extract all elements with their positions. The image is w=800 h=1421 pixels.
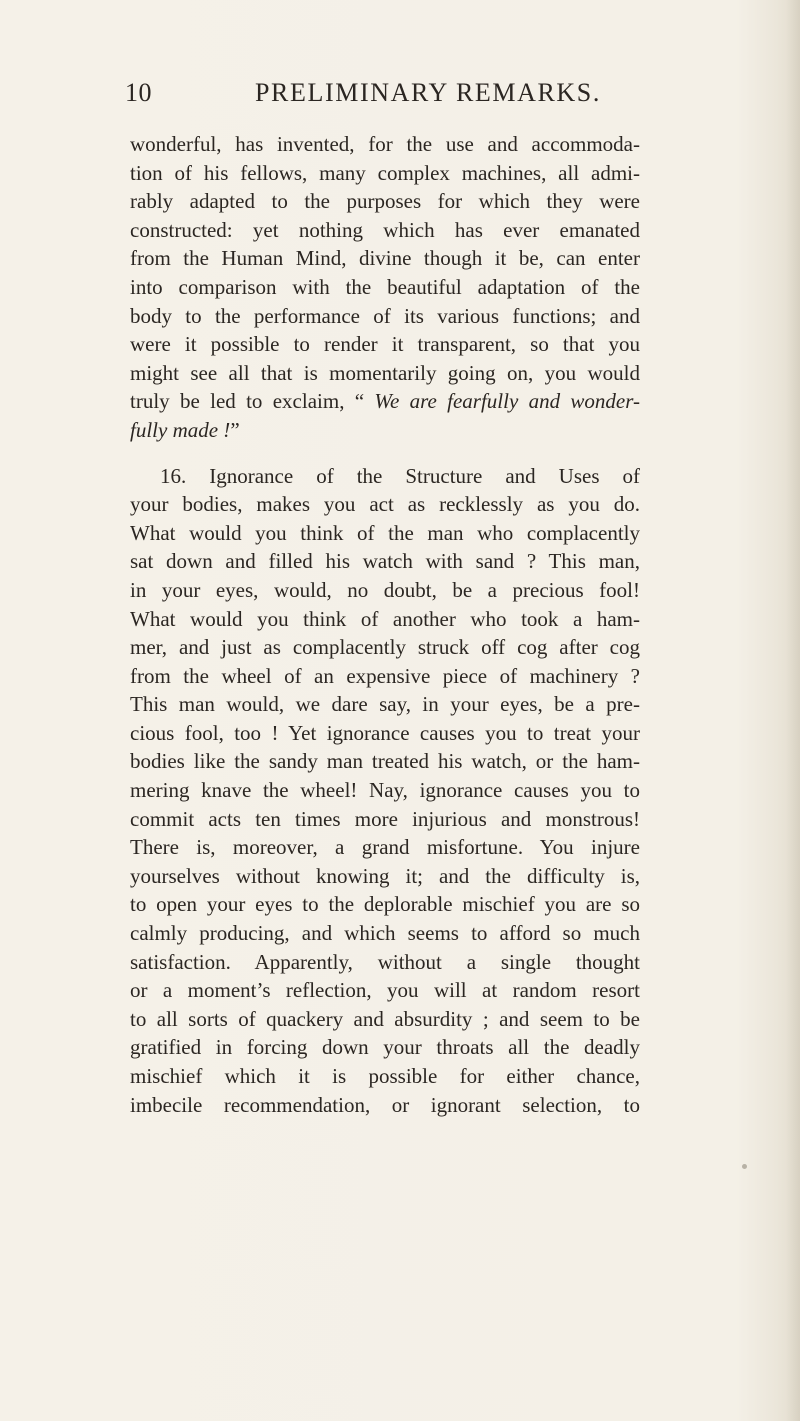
body-text	[130, 130, 640, 1119]
text-line: mer, and just as complacently struck off cog after cog	[130, 635, 640, 660]
page-number: 10	[125, 78, 152, 107]
text-line: from the wheel of an expensive piece of machinery ?	[130, 663, 640, 688]
quote-italic-part-1: We are fearfully and wonder-	[374, 389, 640, 414]
text-line: body to the performance of its various functions; and	[130, 303, 640, 328]
quote-suffix: ”	[230, 417, 240, 442]
text-line: mischief which it is possible for either chance,	[130, 1064, 640, 1088]
text-line: What would you think of the man who complacently	[130, 520, 640, 545]
text-line: tion of his fellows, many complex machines, all admi-	[130, 160, 640, 185]
text-line: There is, moreover, a grand misfortune. You injure	[130, 835, 640, 860]
paper-speck	[742, 1164, 747, 1169]
text-line: to open your eyes to the deplorable mischief you are so	[130, 892, 640, 917]
text-line: This man would, we dare say, in your eyes, be a pre-	[130, 692, 640, 717]
text-line: sat down and filled his watch with sand ? This man,	[130, 549, 640, 574]
page-edge-shadow	[786, 0, 800, 1421]
paragraph-16	[130, 462, 640, 1120]
text-line: from the Human Mind, divine though it be, can enter	[130, 246, 640, 271]
quote-italic-part-2: fully made !	[130, 417, 231, 442]
text-line: calmly producing, and which seems to afford so much	[130, 921, 640, 946]
text-line: your bodies, makes you act as recklessly as you do.	[130, 492, 640, 517]
text-line: gratified in forcing down your throats all the deadly	[130, 1035, 640, 1060]
text-line: to all sorts of quackery and absurdity ; and seem to be	[130, 1006, 640, 1031]
text-line: commit acts ten times more injurious and monstrous!	[130, 806, 640, 831]
text-line: 16. Ignorance of the Structure and Uses of	[160, 463, 640, 488]
text-line: What would you think of another who took a ham-	[130, 606, 640, 631]
text-line: constructed: yet nothing which has ever emanated	[130, 217, 640, 242]
text-line: rably adapted to the purposes for which they were	[130, 189, 640, 214]
paragraph-gap	[130, 445, 640, 462]
text-line: bodies like the sandy man treated his watch, or the ham-	[130, 749, 640, 774]
text-line: mering knave the wheel! Nay, ignorance causes you to	[130, 778, 640, 803]
text-line: wonderful, has invented, for the use and accommoda-	[130, 132, 640, 156]
text-line: were it possible to render it transparent, so that you	[130, 332, 640, 357]
text-line: into comparison with the beautiful adaptation of the	[130, 274, 640, 299]
page-header	[125, 76, 645, 110]
running-head: PRELIMINARY REMARKS.	[255, 78, 601, 107]
paragraph-1	[130, 130, 640, 445]
text-line-quote-start	[130, 387, 640, 416]
text-line: imbecile recommendation, or ignorant selection, to	[130, 1092, 640, 1117]
text-line: might see all that is momentarily going on, you would	[130, 360, 640, 385]
text-line: cious fool, too ! Yet ignorance causes you to treat your	[130, 720, 640, 745]
text-line: yourselves without knowing it; and the difficulty is,	[130, 863, 640, 888]
text-line: satisfaction. Apparently, without a single thought	[130, 949, 640, 974]
quote-prefix: truly be led to exclaim, “	[130, 389, 375, 414]
text-line: or a moment’s reflection, you will at random resort	[130, 978, 640, 1003]
text-line: in your eyes, would, no doubt, be a precious fool!	[130, 577, 640, 602]
text-line-quote-end	[130, 416, 640, 445]
